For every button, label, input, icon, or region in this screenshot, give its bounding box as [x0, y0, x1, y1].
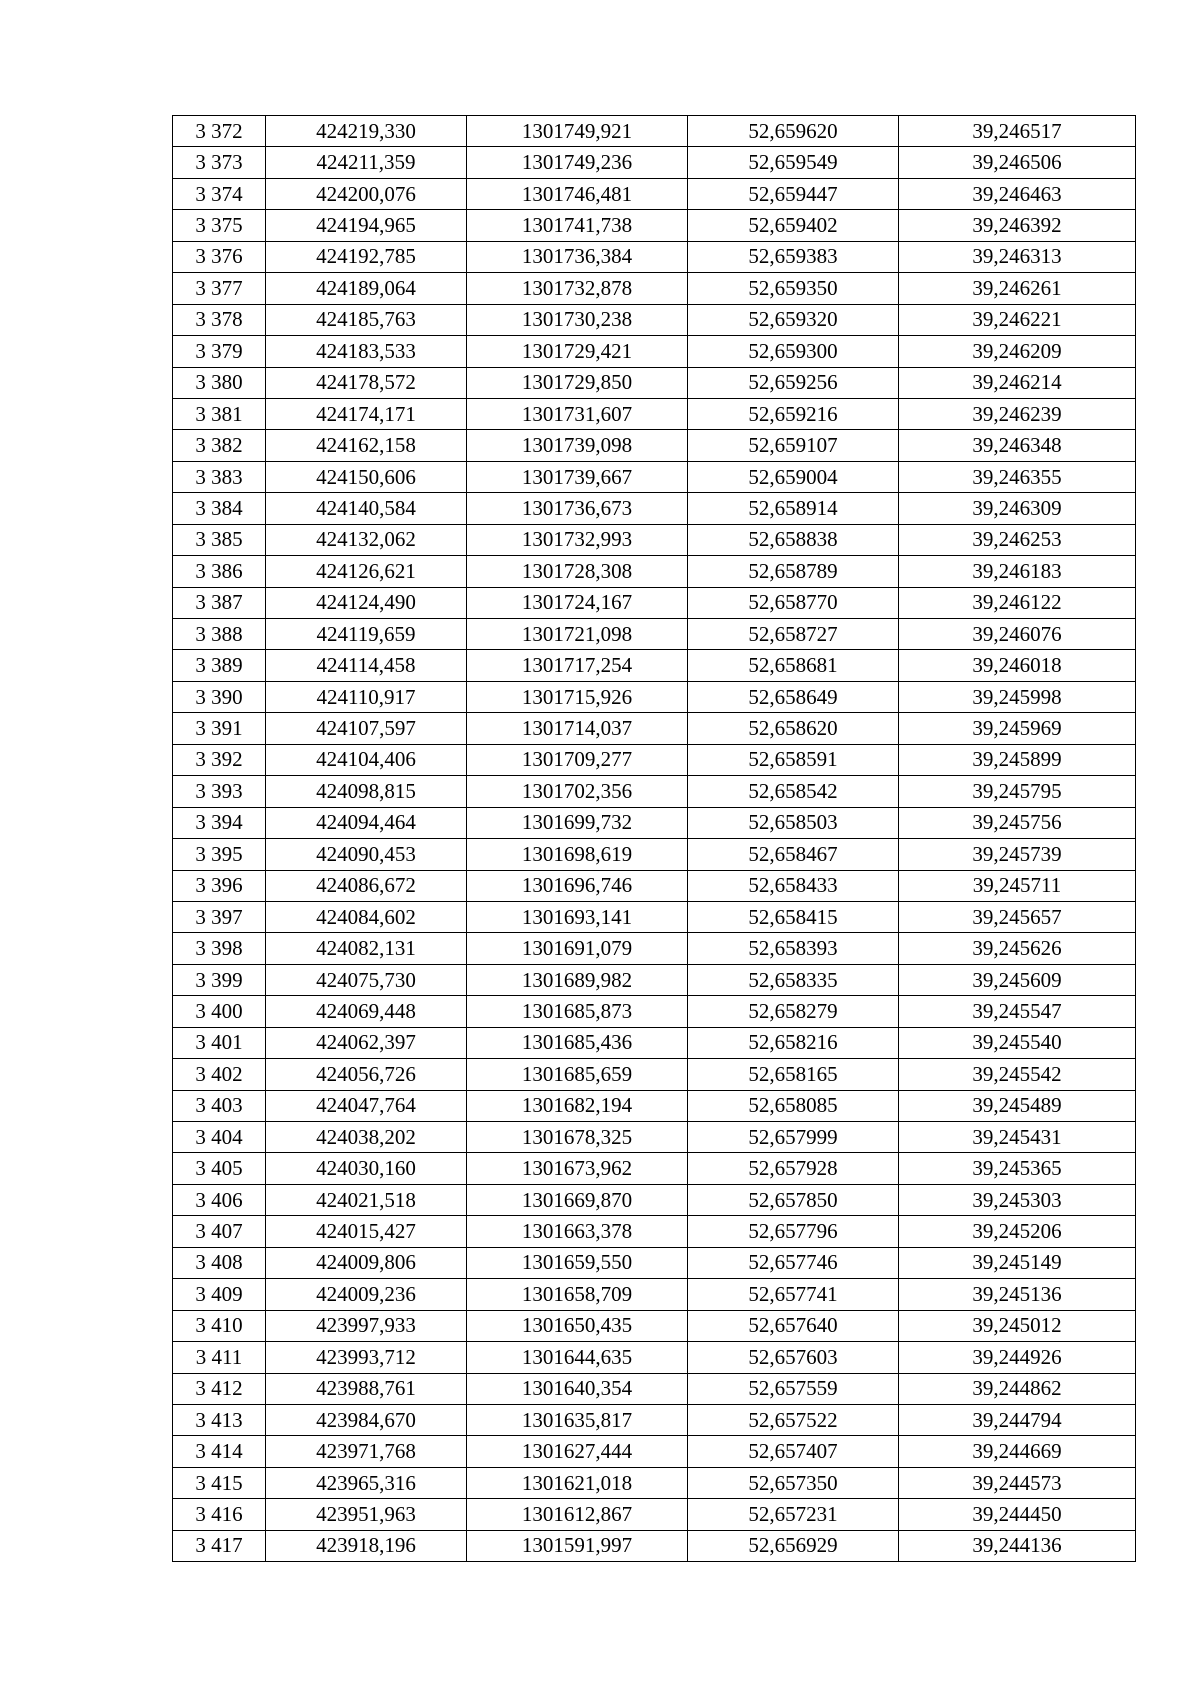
longitude-cell: 39,246076 [899, 619, 1136, 650]
latitude-cell: 52,658433 [688, 870, 899, 901]
y-coordinate-cell: 1301728,308 [467, 556, 688, 587]
latitude-cell: 52,656929 [688, 1530, 899, 1561]
point-number-cell: 3 378 [173, 304, 266, 335]
latitude-cell: 52,657231 [688, 1499, 899, 1530]
latitude-cell: 52,659300 [688, 336, 899, 367]
y-coordinate-cell: 1301702,356 [467, 776, 688, 807]
point-number-cell: 3 391 [173, 713, 266, 744]
table-row [173, 556, 1136, 587]
point-number-cell: 3 393 [173, 776, 266, 807]
point-number-cell: 3 385 [173, 524, 266, 555]
y-coordinate-cell: 1301640,354 [467, 1373, 688, 1404]
latitude-cell: 52,657928 [688, 1153, 899, 1184]
table-row [173, 178, 1136, 209]
x-coordinate-cell: 423984,670 [266, 1404, 467, 1435]
x-coordinate-cell: 424150,606 [266, 461, 467, 492]
table-row [173, 430, 1136, 461]
longitude-cell: 39,245739 [899, 839, 1136, 870]
x-coordinate-cell: 424104,406 [266, 744, 467, 775]
point-number-cell: 3 384 [173, 493, 266, 524]
point-number-cell: 3 412 [173, 1373, 266, 1404]
longitude-cell: 39,245136 [899, 1279, 1136, 1310]
longitude-cell: 39,244450 [899, 1499, 1136, 1530]
longitude-cell: 39,246392 [899, 210, 1136, 241]
point-number-cell: 3 409 [173, 1279, 266, 1310]
table-row [173, 1216, 1136, 1247]
point-number-cell: 3 380 [173, 367, 266, 398]
table-row [173, 1279, 1136, 1310]
y-coordinate-cell: 1301693,141 [467, 901, 688, 932]
y-coordinate-cell: 1301691,079 [467, 933, 688, 964]
y-coordinate-cell: 1301709,277 [467, 744, 688, 775]
point-number-cell: 3 413 [173, 1404, 266, 1435]
y-coordinate-cell: 1301729,421 [467, 336, 688, 367]
table-row [173, 996, 1136, 1027]
latitude-cell: 52,658415 [688, 901, 899, 932]
longitude-cell: 39,244669 [899, 1436, 1136, 1467]
point-number-cell: 3 374 [173, 178, 266, 209]
longitude-cell: 39,246517 [899, 116, 1136, 147]
table-row [173, 147, 1136, 178]
latitude-cell: 52,658649 [688, 681, 899, 712]
table-row [173, 1122, 1136, 1153]
y-coordinate-cell: 1301621,018 [467, 1467, 688, 1498]
longitude-cell: 39,246214 [899, 367, 1136, 398]
x-coordinate-cell: 424015,427 [266, 1216, 467, 1247]
x-coordinate-cell: 424183,533 [266, 336, 467, 367]
table-row [173, 933, 1136, 964]
point-number-cell: 3 416 [173, 1499, 266, 1530]
x-coordinate-cell: 424140,584 [266, 493, 467, 524]
x-coordinate-cell: 424038,202 [266, 1122, 467, 1153]
x-coordinate-cell: 424056,726 [266, 1059, 467, 1090]
coordinates-table [172, 115, 1136, 1562]
point-number-cell: 3 376 [173, 241, 266, 272]
latitude-cell: 52,657640 [688, 1310, 899, 1341]
table-row [173, 1059, 1136, 1090]
point-number-cell: 3 414 [173, 1436, 266, 1467]
latitude-cell: 52,658591 [688, 744, 899, 775]
x-coordinate-cell: 424189,064 [266, 273, 467, 304]
point-number-cell: 3 402 [173, 1059, 266, 1090]
longitude-cell: 39,245899 [899, 744, 1136, 775]
latitude-cell: 52,659447 [688, 178, 899, 209]
longitude-cell: 39,245149 [899, 1247, 1136, 1278]
longitude-cell: 39,246348 [899, 430, 1136, 461]
table-row [173, 273, 1136, 304]
x-coordinate-cell: 424030,160 [266, 1153, 467, 1184]
point-number-cell: 3 389 [173, 650, 266, 681]
y-coordinate-cell: 1301736,673 [467, 493, 688, 524]
latitude-cell: 52,658393 [688, 933, 899, 964]
latitude-cell: 52,657850 [688, 1184, 899, 1215]
x-coordinate-cell: 424119,659 [266, 619, 467, 650]
table-row [173, 744, 1136, 775]
table-row [173, 1342, 1136, 1373]
point-number-cell: 3 407 [173, 1216, 266, 1247]
point-number-cell: 3 375 [173, 210, 266, 241]
longitude-cell: 39,246122 [899, 587, 1136, 618]
point-number-cell: 3 406 [173, 1184, 266, 1215]
longitude-cell: 39,245303 [899, 1184, 1136, 1215]
y-coordinate-cell: 1301699,732 [467, 807, 688, 838]
table-row [173, 1310, 1136, 1341]
x-coordinate-cell: 424178,572 [266, 367, 467, 398]
x-coordinate-cell: 424086,672 [266, 870, 467, 901]
x-coordinate-cell: 424084,602 [266, 901, 467, 932]
latitude-cell: 52,658467 [688, 839, 899, 870]
table-row [173, 461, 1136, 492]
x-coordinate-cell: 424219,330 [266, 116, 467, 147]
point-number-cell: 3 372 [173, 116, 266, 147]
point-number-cell: 3 396 [173, 870, 266, 901]
y-coordinate-cell: 1301644,635 [467, 1342, 688, 1373]
table-row [173, 241, 1136, 272]
point-number-cell: 3 405 [173, 1153, 266, 1184]
table-row [173, 619, 1136, 650]
x-coordinate-cell: 424162,158 [266, 430, 467, 461]
coordinates-table-body [173, 116, 1136, 1562]
table-row [173, 1467, 1136, 1498]
x-coordinate-cell: 423993,712 [266, 1342, 467, 1373]
x-coordinate-cell: 424110,917 [266, 681, 467, 712]
x-coordinate-cell: 424124,490 [266, 587, 467, 618]
longitude-cell: 39,245998 [899, 681, 1136, 712]
x-coordinate-cell: 424082,131 [266, 933, 467, 964]
x-coordinate-cell: 424009,236 [266, 1279, 467, 1310]
longitude-cell: 39,246183 [899, 556, 1136, 587]
y-coordinate-cell: 1301732,878 [467, 273, 688, 304]
longitude-cell: 39,245365 [899, 1153, 1136, 1184]
y-coordinate-cell: 1301714,037 [467, 713, 688, 744]
latitude-cell: 52,659004 [688, 461, 899, 492]
longitude-cell: 39,245012 [899, 1310, 1136, 1341]
latitude-cell: 52,658770 [688, 587, 899, 618]
latitude-cell: 52,658681 [688, 650, 899, 681]
x-coordinate-cell: 423951,963 [266, 1499, 467, 1530]
longitude-cell: 39,244573 [899, 1467, 1136, 1498]
latitude-cell: 52,659402 [688, 210, 899, 241]
y-coordinate-cell: 1301746,481 [467, 178, 688, 209]
point-number-cell: 3 386 [173, 556, 266, 587]
table-row [173, 304, 1136, 335]
longitude-cell: 39,246239 [899, 398, 1136, 429]
y-coordinate-cell: 1301739,098 [467, 430, 688, 461]
y-coordinate-cell: 1301658,709 [467, 1279, 688, 1310]
latitude-cell: 52,657559 [688, 1373, 899, 1404]
y-coordinate-cell: 1301663,378 [467, 1216, 688, 1247]
table-row [173, 681, 1136, 712]
point-number-cell: 3 411 [173, 1342, 266, 1373]
longitude-cell: 39,245540 [899, 1027, 1136, 1058]
x-coordinate-cell: 423971,768 [266, 1436, 467, 1467]
point-number-cell: 3 390 [173, 681, 266, 712]
x-coordinate-cell: 424211,359 [266, 147, 467, 178]
latitude-cell: 52,658542 [688, 776, 899, 807]
y-coordinate-cell: 1301715,926 [467, 681, 688, 712]
point-number-cell: 3 398 [173, 933, 266, 964]
y-coordinate-cell: 1301689,982 [467, 964, 688, 995]
longitude-cell: 39,246463 [899, 178, 1136, 209]
longitude-cell: 39,246309 [899, 493, 1136, 524]
point-number-cell: 3 377 [173, 273, 266, 304]
longitude-cell: 39,245795 [899, 776, 1136, 807]
x-coordinate-cell: 424107,597 [266, 713, 467, 744]
latitude-cell: 52,659549 [688, 147, 899, 178]
latitude-cell: 52,659620 [688, 116, 899, 147]
latitude-cell: 52,658335 [688, 964, 899, 995]
longitude-cell: 39,245756 [899, 807, 1136, 838]
longitude-cell: 39,246313 [899, 241, 1136, 272]
table-row [173, 901, 1136, 932]
longitude-cell: 39,244926 [899, 1342, 1136, 1373]
y-coordinate-cell: 1301591,997 [467, 1530, 688, 1561]
point-number-cell: 3 382 [173, 430, 266, 461]
y-coordinate-cell: 1301741,738 [467, 210, 688, 241]
table-row [173, 713, 1136, 744]
point-number-cell: 3 408 [173, 1247, 266, 1278]
y-coordinate-cell: 1301721,098 [467, 619, 688, 650]
y-coordinate-cell: 1301749,236 [467, 147, 688, 178]
latitude-cell: 52,657741 [688, 1279, 899, 1310]
x-coordinate-cell: 423918,196 [266, 1530, 467, 1561]
latitude-cell: 52,659216 [688, 398, 899, 429]
y-coordinate-cell: 1301685,659 [467, 1059, 688, 1090]
latitude-cell: 52,659350 [688, 273, 899, 304]
table-row [173, 367, 1136, 398]
y-coordinate-cell: 1301627,444 [467, 1436, 688, 1467]
latitude-cell: 52,659107 [688, 430, 899, 461]
latitude-cell: 52,657796 [688, 1216, 899, 1247]
table-row [173, 1027, 1136, 1058]
y-coordinate-cell: 1301749,921 [467, 116, 688, 147]
longitude-cell: 39,246261 [899, 273, 1136, 304]
table-row [173, 1153, 1136, 1184]
latitude-cell: 52,657999 [688, 1122, 899, 1153]
latitude-cell: 52,658279 [688, 996, 899, 1027]
point-number-cell: 3 399 [173, 964, 266, 995]
point-number-cell: 3 410 [173, 1310, 266, 1341]
x-coordinate-cell: 424185,763 [266, 304, 467, 335]
table-row [173, 210, 1136, 241]
latitude-cell: 52,658838 [688, 524, 899, 555]
table-row [173, 587, 1136, 618]
table-row [173, 1436, 1136, 1467]
x-coordinate-cell: 424200,076 [266, 178, 467, 209]
longitude-cell: 39,245609 [899, 964, 1136, 995]
point-number-cell: 3 397 [173, 901, 266, 932]
y-coordinate-cell: 1301685,873 [467, 996, 688, 1027]
x-coordinate-cell: 424090,453 [266, 839, 467, 870]
longitude-cell: 39,246209 [899, 336, 1136, 367]
x-coordinate-cell: 424062,397 [266, 1027, 467, 1058]
latitude-cell: 52,657522 [688, 1404, 899, 1435]
table-row [173, 870, 1136, 901]
y-coordinate-cell: 1301736,384 [467, 241, 688, 272]
point-number-cell: 3 379 [173, 336, 266, 367]
longitude-cell: 39,246506 [899, 147, 1136, 178]
table-row [173, 336, 1136, 367]
longitude-cell: 39,245206 [899, 1216, 1136, 1247]
y-coordinate-cell: 1301635,817 [467, 1404, 688, 1435]
latitude-cell: 52,657603 [688, 1342, 899, 1373]
latitude-cell: 52,658727 [688, 619, 899, 650]
longitude-cell: 39,245626 [899, 933, 1136, 964]
x-coordinate-cell: 424075,730 [266, 964, 467, 995]
table-row [173, 839, 1136, 870]
longitude-cell: 39,245969 [899, 713, 1136, 744]
longitude-cell: 39,244862 [899, 1373, 1136, 1404]
x-coordinate-cell: 424114,458 [266, 650, 467, 681]
latitude-cell: 52,659320 [688, 304, 899, 335]
latitude-cell: 52,657350 [688, 1467, 899, 1498]
x-coordinate-cell: 424126,621 [266, 556, 467, 587]
point-number-cell: 3 383 [173, 461, 266, 492]
table-row [173, 1184, 1136, 1215]
longitude-cell: 39,246018 [899, 650, 1136, 681]
x-coordinate-cell: 423997,933 [266, 1310, 467, 1341]
table-row [173, 1530, 1136, 1561]
longitude-cell: 39,246253 [899, 524, 1136, 555]
x-coordinate-cell: 424174,171 [266, 398, 467, 429]
latitude-cell: 52,659383 [688, 241, 899, 272]
table-row [173, 964, 1136, 995]
table-row [173, 398, 1136, 429]
latitude-cell: 52,658789 [688, 556, 899, 587]
y-coordinate-cell: 1301729,850 [467, 367, 688, 398]
x-coordinate-cell: 424192,785 [266, 241, 467, 272]
y-coordinate-cell: 1301682,194 [467, 1090, 688, 1121]
table-row [173, 524, 1136, 555]
y-coordinate-cell: 1301730,238 [467, 304, 688, 335]
point-number-cell: 3 387 [173, 587, 266, 618]
point-number-cell: 3 395 [173, 839, 266, 870]
y-coordinate-cell: 1301678,325 [467, 1122, 688, 1153]
table-row [173, 776, 1136, 807]
table-row [173, 116, 1136, 147]
point-number-cell: 3 417 [173, 1530, 266, 1561]
y-coordinate-cell: 1301698,619 [467, 839, 688, 870]
x-coordinate-cell: 424069,448 [266, 996, 467, 1027]
y-coordinate-cell: 1301739,667 [467, 461, 688, 492]
longitude-cell: 39,245489 [899, 1090, 1136, 1121]
table-row [173, 1499, 1136, 1530]
longitude-cell: 39,245547 [899, 996, 1136, 1027]
longitude-cell: 39,246355 [899, 461, 1136, 492]
longitude-cell: 39,245711 [899, 870, 1136, 901]
y-coordinate-cell: 1301732,993 [467, 524, 688, 555]
latitude-cell: 52,657746 [688, 1247, 899, 1278]
latitude-cell: 52,659256 [688, 367, 899, 398]
latitude-cell: 52,658620 [688, 713, 899, 744]
latitude-cell: 52,658914 [688, 493, 899, 524]
longitude-cell: 39,244136 [899, 1530, 1136, 1561]
y-coordinate-cell: 1301717,254 [467, 650, 688, 681]
point-number-cell: 3 381 [173, 398, 266, 429]
x-coordinate-cell: 424021,518 [266, 1184, 467, 1215]
table-row [173, 650, 1136, 681]
point-number-cell: 3 394 [173, 807, 266, 838]
y-coordinate-cell: 1301612,867 [467, 1499, 688, 1530]
table-row [173, 493, 1136, 524]
longitude-cell: 39,245542 [899, 1059, 1136, 1090]
x-coordinate-cell: 424098,815 [266, 776, 467, 807]
x-coordinate-cell: 424047,764 [266, 1090, 467, 1121]
latitude-cell: 52,658503 [688, 807, 899, 838]
table-row [173, 1247, 1136, 1278]
longitude-cell: 39,246221 [899, 304, 1136, 335]
latitude-cell: 52,658085 [688, 1090, 899, 1121]
table-row [173, 1373, 1136, 1404]
x-coordinate-cell: 424009,806 [266, 1247, 467, 1278]
table-row [173, 807, 1136, 838]
point-number-cell: 3 404 [173, 1122, 266, 1153]
latitude-cell: 52,658165 [688, 1059, 899, 1090]
longitude-cell: 39,245431 [899, 1122, 1136, 1153]
x-coordinate-cell: 424194,965 [266, 210, 467, 241]
x-coordinate-cell: 424132,062 [266, 524, 467, 555]
latitude-cell: 52,657407 [688, 1436, 899, 1467]
table-row [173, 1404, 1136, 1435]
point-number-cell: 3 400 [173, 996, 266, 1027]
point-number-cell: 3 392 [173, 744, 266, 775]
point-number-cell: 3 388 [173, 619, 266, 650]
y-coordinate-cell: 1301696,746 [467, 870, 688, 901]
y-coordinate-cell: 1301724,167 [467, 587, 688, 618]
point-number-cell: 3 403 [173, 1090, 266, 1121]
table-row [173, 1090, 1136, 1121]
y-coordinate-cell: 1301650,435 [467, 1310, 688, 1341]
x-coordinate-cell: 424094,464 [266, 807, 467, 838]
y-coordinate-cell: 1301731,607 [467, 398, 688, 429]
y-coordinate-cell: 1301669,870 [467, 1184, 688, 1215]
y-coordinate-cell: 1301685,436 [467, 1027, 688, 1058]
x-coordinate-cell: 423988,761 [266, 1373, 467, 1404]
y-coordinate-cell: 1301659,550 [467, 1247, 688, 1278]
longitude-cell: 39,245657 [899, 901, 1136, 932]
x-coordinate-cell: 423965,316 [266, 1467, 467, 1498]
point-number-cell: 3 415 [173, 1467, 266, 1498]
point-number-cell: 3 401 [173, 1027, 266, 1058]
y-coordinate-cell: 1301673,962 [467, 1153, 688, 1184]
latitude-cell: 52,658216 [688, 1027, 899, 1058]
point-number-cell: 3 373 [173, 147, 266, 178]
longitude-cell: 39,244794 [899, 1404, 1136, 1435]
